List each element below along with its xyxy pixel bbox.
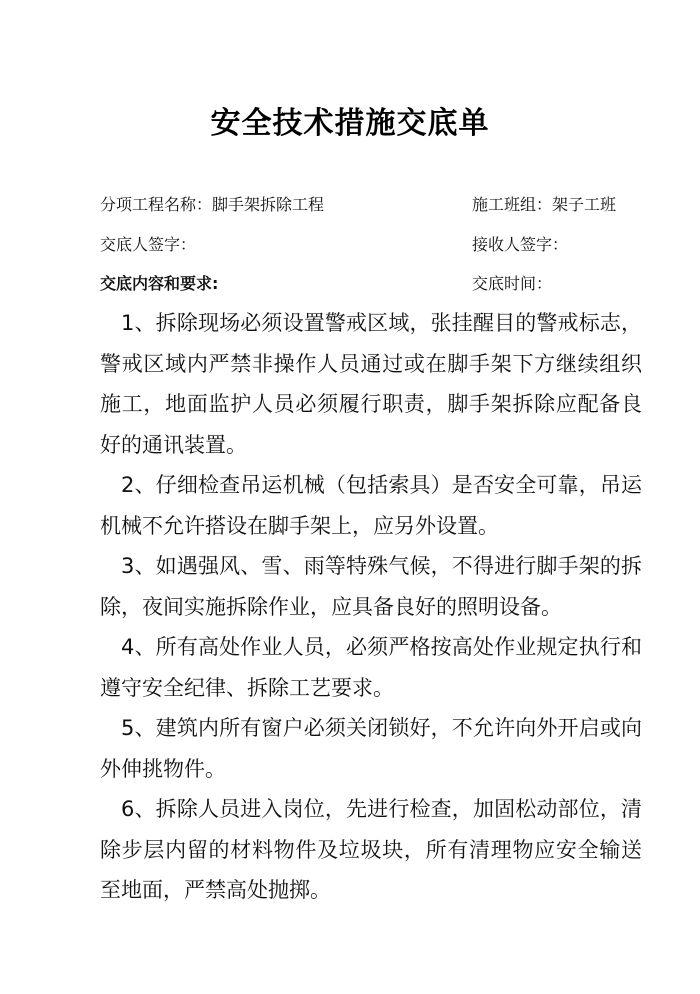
requirements-body xyxy=(100,303,642,911)
receiver-signature-label: 接收人签字： xyxy=(472,235,569,254)
meta-row-project xyxy=(100,192,640,214)
briefing-time-label: 交底时间： xyxy=(472,274,553,293)
team-label: 施工班组：架子工班 xyxy=(472,195,617,214)
document-title: 安全技术措施交底单 xyxy=(210,106,490,141)
project-name-label: 分项工程名称：脚手架拆除工程 xyxy=(100,195,325,214)
meta-row-content xyxy=(100,271,640,293)
requirement-paragraph-5: 5、建筑内所有窗户必须关闭锁好，不允许向外开启或向外伸挑物件。 xyxy=(100,716,642,781)
requirement-paragraph-1: 1、拆除现场必须设置警戒区域，张挂醒目的警戒标志，警戒区域内严禁非操作人员通过或在脚手架下方继续组织施工，地面监护人员必须履行职责，脚手架拆除应配备良好的通讯装置。 xyxy=(100,311,642,457)
requirement-paragraph-3: 3、如遇强风、雪、雨等特殊气候，不得进行脚手架的拆除，夜间实施拆除作业，应具备良好的照明设备。 xyxy=(100,554,642,619)
requirement-paragraph-2: 2、仔细检查吊运机械（包括索具）是否安全可靠，吊运机械不允许搭设在脚手架上，应另外设置。 xyxy=(100,473,642,538)
content-requirements-label: 交底内容和要求: xyxy=(100,274,219,293)
requirement-paragraph-6: 6、拆除人员进入岗位，先进行检查，加固松动部位，清除步层内留的材料物件及垃圾块，所有清理物应安全输送至地面，严禁高处抛掷。 xyxy=(100,797,642,902)
requirement-paragraph-4: 4、所有高处作业人员，必须严格按高处作业规定执行和遵守安全纪律、拆除工艺要求。 xyxy=(100,635,642,700)
meta-row-signatures xyxy=(100,232,640,254)
giver-signature-label: 交底人签字： xyxy=(100,235,197,254)
